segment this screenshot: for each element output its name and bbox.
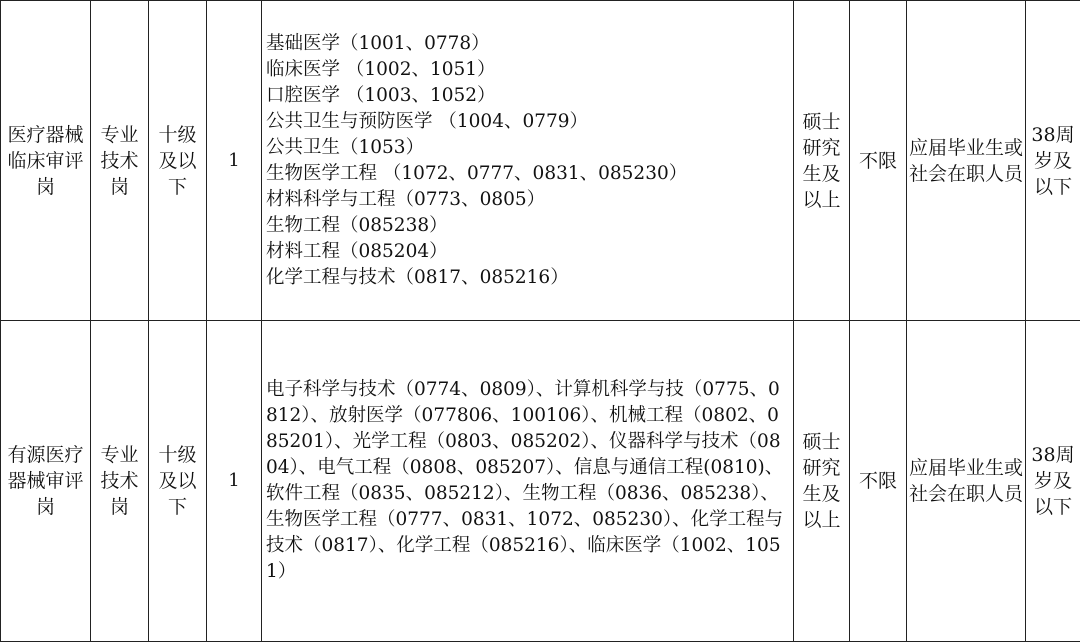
category-cell (91, 321, 149, 642)
major-line: 公共卫生（1053） (266, 135, 789, 161)
count-cell (207, 1, 262, 321)
education-text: 硕士研究生及以上 (796, 109, 847, 213)
category-text: 专业技术岗 (93, 122, 146, 200)
age-text: 38周岁及以下 (1028, 442, 1078, 520)
position-cell (1, 1, 91, 321)
major-line: 基础医学（1001、0778） (266, 31, 789, 57)
count-text: 1 (228, 470, 239, 491)
level-cell (149, 321, 207, 642)
major-line: 临床医学 （1002、1051） (266, 57, 789, 83)
level-cell (149, 1, 207, 321)
major-line: 生物医学工程 （1072、0777、0831、085230） (266, 161, 789, 187)
education-cell (794, 1, 850, 321)
age-cell (1026, 321, 1080, 642)
degree-text: 不限 (852, 148, 904, 174)
level-text: 十级及以下 (151, 122, 204, 200)
majors-cell (262, 321, 794, 642)
position-cell (1, 321, 91, 642)
degree-cell (850, 1, 907, 321)
major-line: 化学工程与技术（0817、085216） (266, 265, 789, 291)
major-line: 口腔医学 （1003、1052） (266, 83, 789, 109)
majors-paragraph: 电子科学与技术（0774、0809）、计算机科学与技（0775、0812）、放射医学（077806、100106）、机械工程（0802、085201）、光学工程（0803、085202）、仪器科学与技术（0804）、电气工程（0808、085207）、信息与通信工程(0810)、软件工程（0835、085212）、生物工程（0836、085238）、生物医学工程（0777、0831、1072、085230）、化学工程与技术（0817）、化学工程（085216）、临床医学（1002、1051） (266, 377, 789, 585)
degree-text: 不限 (852, 468, 904, 494)
source-cell (907, 1, 1026, 321)
count-text: 1 (228, 150, 239, 171)
age-cell (1026, 1, 1080, 321)
major-line: 材料工程（085204） (266, 239, 789, 265)
category-cell (91, 1, 149, 321)
major-line: 生物工程（085238） (266, 213, 789, 239)
source-cell (907, 321, 1026, 642)
education-cell (794, 321, 850, 642)
major-line: 材料科学与工程（0773、0805） (266, 187, 789, 213)
age-text: 38周岁及以下 (1028, 122, 1078, 200)
education-text: 硕士研究生及以上 (796, 429, 847, 533)
table-row (1, 321, 1080, 642)
majors-cell (262, 1, 794, 321)
table-row (1, 1, 1080, 321)
source-text: 应届毕业生或社会在职人员 (909, 455, 1023, 507)
count-cell (207, 321, 262, 642)
category-text: 专业技术岗 (93, 442, 146, 520)
source-text: 应届毕业生或社会在职人员 (909, 135, 1023, 187)
degree-cell (850, 321, 907, 642)
position-text: 医疗器械临床审评岗 (3, 122, 88, 200)
major-line: 公共卫生与预防医学 （1004、0779） (266, 109, 789, 135)
position-text: 有源医疗器械审评岗 (3, 442, 88, 520)
level-text: 十级及以下 (151, 442, 204, 520)
